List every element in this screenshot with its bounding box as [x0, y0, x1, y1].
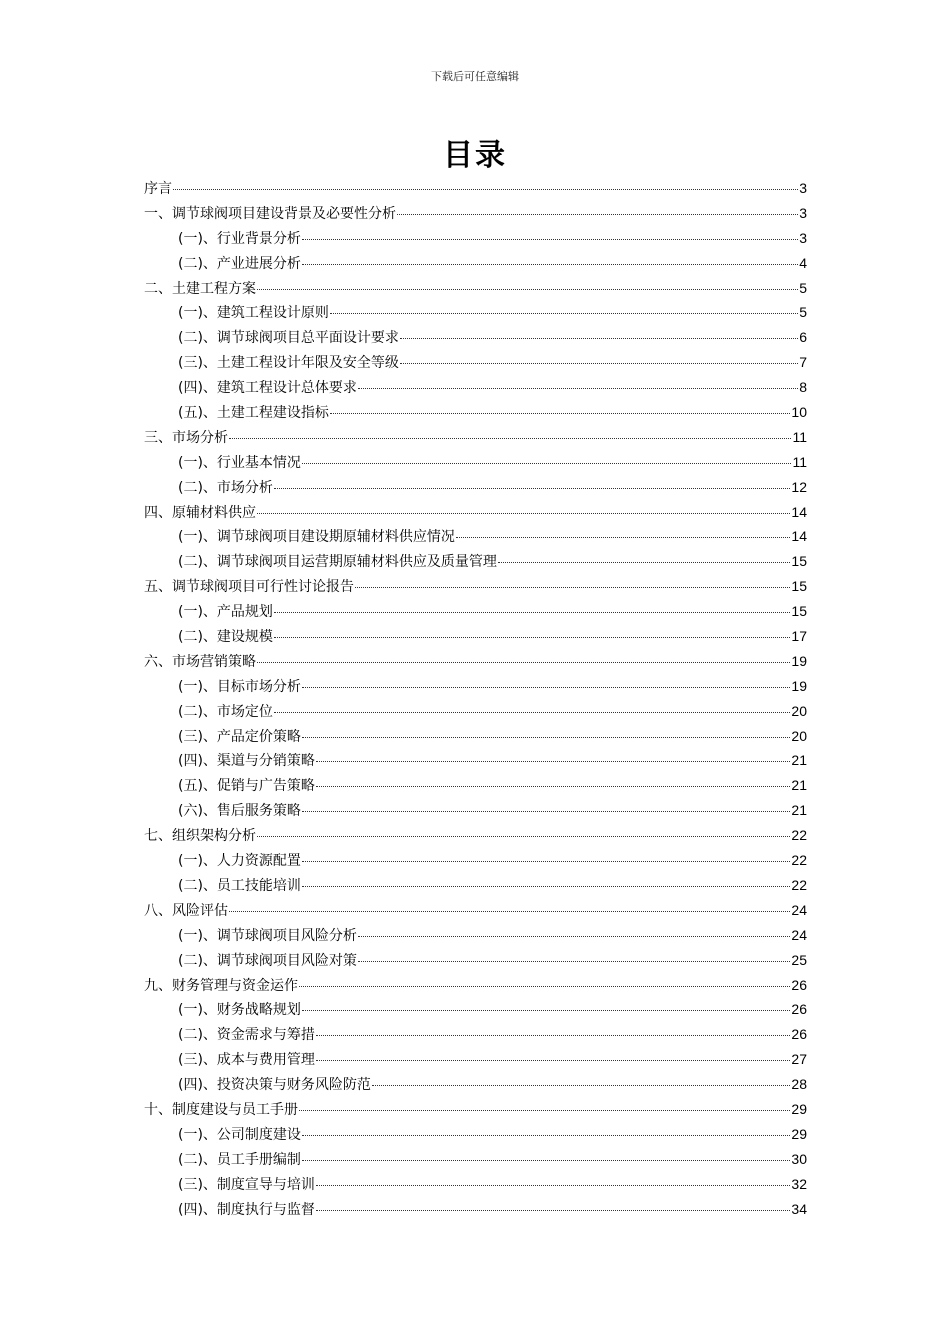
- toc-dot-leader: [400, 363, 798, 364]
- toc-entry-page: 22: [791, 876, 807, 893]
- toc-entry[interactable]: [144, 475, 807, 500]
- toc-entry-page: 28: [791, 1076, 807, 1093]
- toc-entry-label: (一)、目标市场分析: [178, 678, 301, 695]
- toc-entry-page: 21: [791, 802, 807, 819]
- toc-dot-leader: [397, 214, 798, 215]
- toc-dot-leader: [372, 1085, 790, 1086]
- toc-entry-page: 12: [791, 478, 807, 495]
- toc-entry[interactable]: [144, 176, 807, 201]
- toc-entry[interactable]: [144, 873, 807, 898]
- toc-entry[interactable]: [144, 226, 807, 251]
- toc-dot-leader: [316, 1060, 790, 1061]
- toc-entry-label: (二)、员工技能培训: [178, 877, 301, 894]
- toc-dot-leader: [302, 1135, 790, 1136]
- toc-entry[interactable]: [144, 599, 807, 624]
- toc-entry[interactable]: [144, 1147, 807, 1172]
- toc-entry-page: 11: [792, 453, 807, 470]
- toc-entry-label: (三)、成本与费用管理: [178, 1052, 315, 1069]
- toc-entry-page: 19: [791, 677, 807, 694]
- toc-dot-leader: [316, 786, 790, 787]
- toc-entry-label: 七、组织架构分析: [144, 828, 256, 845]
- toc-entry-label: 四、原辅材料供应: [144, 504, 256, 521]
- toc-entry-label: (一)、调节球阀项目建设期原辅材料供应情况: [178, 529, 455, 546]
- toc-entry[interactable]: [144, 1072, 807, 1097]
- toc-entry-page: 29: [791, 1125, 807, 1142]
- toc-entry-page: 14: [791, 503, 807, 520]
- toc-entry-page: 34: [791, 1200, 807, 1217]
- toc-dot-leader: [330, 413, 790, 414]
- toc-entry[interactable]: [144, 574, 807, 599]
- toc-dot-leader: [316, 1035, 790, 1036]
- toc-entry-label: (四)、投资决策与财务风险防范: [178, 1077, 371, 1094]
- toc-entry-page: 32: [791, 1175, 807, 1192]
- toc-entry-label: (三)、制度宣导与培训: [178, 1176, 315, 1193]
- toc-entry[interactable]: [144, 898, 807, 923]
- toc-dot-leader: [299, 1110, 790, 1111]
- toc-entry[interactable]: [144, 798, 807, 823]
- toc-entry-label: 六、市场营销策略: [144, 653, 256, 670]
- toc-entry[interactable]: [144, 450, 807, 475]
- toc-dot-leader: [274, 488, 790, 489]
- toc-entry-page: 6: [799, 329, 807, 346]
- toc-entry-label: (一)、产品规划: [178, 604, 273, 621]
- toc-entry-page: 21: [791, 777, 807, 794]
- toc-entry-label: (一)、行业基本情况: [178, 454, 301, 471]
- toc-dot-leader: [302, 737, 790, 738]
- toc-entry-page: 26: [791, 976, 807, 993]
- toc-dot-leader: [229, 911, 790, 912]
- toc-entry[interactable]: [144, 325, 807, 350]
- toc-entry-label: 三、市场分析: [144, 429, 228, 446]
- toc-entry[interactable]: [144, 549, 807, 574]
- toc-entry[interactable]: [144, 948, 807, 973]
- toc-entry[interactable]: [144, 251, 807, 276]
- toc-entry-label: (一)、财务战略规划: [178, 1002, 301, 1019]
- toc-entry-page: 26: [791, 1001, 807, 1018]
- header-note: 下载后可任意编辑: [431, 70, 519, 83]
- toc-entry-label: 五、调节球阀项目可行性讨论报告: [144, 579, 354, 596]
- toc-dot-leader: [302, 1010, 790, 1011]
- toc-entry-label: (一)、公司制度建设: [178, 1126, 301, 1143]
- toc-entry[interactable]: [144, 674, 807, 699]
- table-of-contents: [144, 176, 807, 1221]
- toc-dot-leader: [400, 338, 798, 339]
- toc-dot-leader: [302, 463, 792, 464]
- toc-entry[interactable]: [144, 748, 807, 773]
- toc-dot-leader: [316, 761, 790, 762]
- toc-entry-label: (二)、调节球阀项目总平面设计要求: [178, 330, 399, 347]
- toc-entry-label: (一)、行业背景分析: [178, 230, 301, 247]
- toc-entry-page: 7: [799, 354, 807, 371]
- toc-dot-leader: [257, 289, 798, 290]
- toc-entry[interactable]: [144, 400, 807, 425]
- toc-dot-leader: [355, 587, 790, 588]
- toc-entry-label: (四)、渠道与分销策略: [178, 753, 315, 770]
- toc-dot-leader: [302, 264, 798, 265]
- toc-entry-label: (一)、调节球阀项目风险分析: [178, 927, 357, 944]
- toc-entry-label: 九、财务管理与资金运作: [144, 977, 298, 994]
- toc-dot-leader: [358, 961, 790, 962]
- toc-dot-leader: [299, 986, 790, 987]
- toc-entry-label: 一、调节球阀项目建设背景及必要性分析: [144, 205, 396, 222]
- toc-entry-page: 26: [791, 1026, 807, 1043]
- toc-entry[interactable]: [144, 649, 807, 674]
- toc-entry-page: 15: [791, 578, 807, 595]
- toc-entry[interactable]: [144, 276, 807, 301]
- toc-entry[interactable]: [144, 823, 807, 848]
- toc-dot-leader: [257, 836, 790, 837]
- toc-entry-label: (四)、制度执行与监督: [178, 1201, 315, 1218]
- toc-dot-leader: [274, 612, 790, 613]
- toc-dot-leader: [302, 886, 790, 887]
- toc-entry[interactable]: [144, 973, 807, 998]
- toc-entry-page: 4: [799, 254, 807, 271]
- toc-entry[interactable]: [144, 997, 807, 1022]
- toc-entry-page: 22: [791, 827, 807, 844]
- toc-entry-label: (二)、市场分析: [178, 479, 273, 496]
- toc-entry[interactable]: [144, 1097, 807, 1122]
- toc-entry[interactable]: [144, 923, 807, 948]
- toc-entry[interactable]: [144, 699, 807, 724]
- toc-dot-leader: [316, 1210, 790, 1211]
- toc-entry-page: 24: [791, 901, 807, 918]
- toc-entry[interactable]: [144, 500, 807, 525]
- toc-entry-page: 3: [799, 204, 807, 221]
- toc-entry-page: 3: [799, 180, 807, 196]
- toc-entry-label: 十、制度建设与员工手册: [144, 1101, 298, 1118]
- toc-entry[interactable]: [144, 524, 807, 549]
- toc-entry-page: 19: [791, 652, 807, 669]
- toc-entry-page: 24: [791, 926, 807, 943]
- toc-entry-page: 10: [791, 404, 807, 421]
- toc-entry-page: 5: [799, 304, 807, 321]
- toc-dot-leader: [302, 239, 798, 240]
- toc-dot-leader: [498, 562, 790, 563]
- toc-entry-label: (二)、员工手册编制: [178, 1151, 301, 1168]
- toc-entry-page: 21: [791, 752, 807, 769]
- toc-title: 目录: [443, 138, 507, 173]
- toc-entry-label: 二、土建工程方案: [144, 280, 256, 297]
- toc-entry[interactable]: [144, 201, 807, 226]
- toc-dot-leader: [330, 313, 798, 314]
- toc-entry[interactable]: [144, 300, 807, 325]
- toc-entry-page: 20: [791, 702, 807, 719]
- toc-entry[interactable]: [144, 375, 807, 400]
- toc-entry-label: (二)、资金需求与筹措: [178, 1027, 315, 1044]
- toc-entry-page: 17: [791, 628, 807, 645]
- toc-entry-page: 29: [791, 1100, 807, 1117]
- toc-entry[interactable]: [144, 848, 807, 873]
- toc-entry-label: (二)、市场定位: [178, 703, 273, 720]
- toc-entry[interactable]: [144, 1172, 807, 1197]
- toc-entry-label: (三)、产品定价策略: [178, 728, 301, 745]
- toc-dot-leader: [257, 662, 790, 663]
- toc-entry-page: 8: [799, 379, 807, 396]
- toc-entry[interactable]: [144, 1197, 807, 1222]
- toc-dot-leader: [316, 1185, 790, 1186]
- toc-dot-leader: [173, 189, 798, 190]
- toc-entry-page: 5: [799, 279, 807, 296]
- toc-dot-leader: [302, 811, 790, 812]
- toc-dot-leader: [302, 687, 790, 688]
- toc-dot-leader: [302, 1160, 790, 1161]
- toc-entry-page: 11: [792, 428, 807, 445]
- toc-entry-page: 15: [791, 553, 807, 570]
- toc-entry[interactable]: [144, 350, 807, 375]
- toc-entry-label: (四)、建筑工程设计总体要求: [178, 380, 357, 397]
- toc-dot-leader: [358, 936, 790, 937]
- toc-entry-label: (二)、调节球阀项目风险对策: [178, 952, 357, 969]
- toc-entry-label: (五)、促销与广告策略: [178, 778, 315, 795]
- toc-dot-leader: [274, 712, 790, 713]
- toc-entry-page: 27: [791, 1051, 807, 1068]
- toc-entry[interactable]: [144, 1122, 807, 1147]
- toc-entry-page: 25: [791, 951, 807, 968]
- toc-entry-label: (二)、产业进展分析: [178, 255, 301, 272]
- toc-entry-label: (二)、建设规模: [178, 629, 273, 646]
- toc-entry-label: (五)、土建工程建设指标: [178, 405, 329, 422]
- toc-entry-label: (三)、土建工程设计年限及安全等级: [178, 355, 399, 372]
- toc-dot-leader: [229, 438, 791, 439]
- toc-entry-label: (二)、调节球阀项目运营期原辅材料供应及质量管理: [178, 554, 497, 571]
- toc-entry[interactable]: [144, 724, 807, 749]
- toc-entry-page: 14: [791, 528, 807, 545]
- toc-entry-label: 八、风险评估: [144, 902, 228, 919]
- toc-entry-label: (一)、人力资源配置: [178, 853, 301, 870]
- toc-entry[interactable]: [144, 773, 807, 798]
- toc-dot-leader: [257, 513, 790, 514]
- toc-dot-leader: [302, 861, 790, 862]
- toc-entry-page: 15: [791, 603, 807, 620]
- toc-dot-leader: [358, 388, 798, 389]
- toc-entry-page: 3: [799, 229, 807, 246]
- toc-entry[interactable]: [144, 1022, 807, 1047]
- toc-entry-page: 22: [791, 852, 807, 869]
- toc-dot-leader: [274, 637, 790, 638]
- toc-entry[interactable]: [144, 1047, 807, 1072]
- toc-entry-label: (一)、建筑工程设计原则: [178, 305, 329, 322]
- toc-dot-leader: [456, 537, 790, 538]
- toc-entry[interactable]: [144, 624, 807, 649]
- toc-entry-label: (六)、售后服务策略: [178, 803, 301, 820]
- toc-entry-page: 20: [791, 727, 807, 744]
- toc-entry[interactable]: [144, 425, 807, 450]
- toc-entry-label: 序言: [144, 181, 172, 197]
- toc-entry-page: 30: [791, 1150, 807, 1167]
